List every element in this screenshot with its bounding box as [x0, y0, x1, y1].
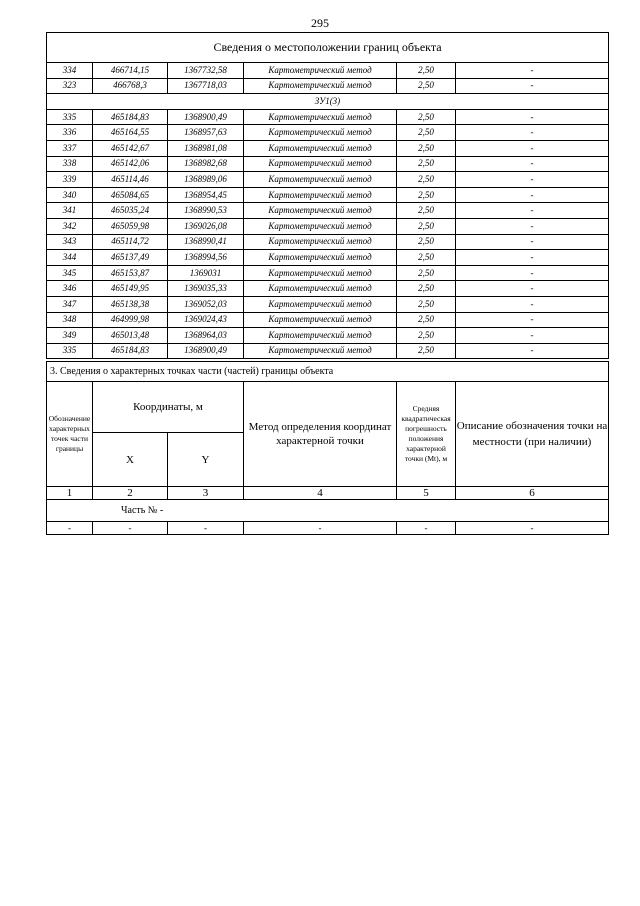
description-cell: -	[456, 187, 609, 203]
description-cell: -	[456, 328, 609, 344]
col-number-4: 4	[244, 487, 397, 500]
method-cell: Картометрический метод	[244, 296, 397, 312]
point-number-cell: 336	[47, 125, 93, 141]
error-cell: 2,50	[397, 343, 456, 359]
y-coord-cell: 1369026,08	[168, 218, 244, 234]
error-cell: 2,50	[397, 187, 456, 203]
error-cell: 2,50	[397, 125, 456, 141]
point-number-cell: 340	[47, 187, 93, 203]
table-row	[47, 203, 609, 219]
point-number-cell: 335	[47, 109, 93, 125]
header-coords: Координаты, м	[93, 382, 244, 433]
col-number-5: 5	[397, 487, 456, 500]
dash-cell: -	[168, 522, 244, 535]
description-cell: -	[456, 140, 609, 156]
point-number-cell: 323	[47, 78, 93, 94]
table-row	[47, 296, 609, 312]
table-row	[47, 343, 609, 359]
part-label: Часть № -	[47, 500, 609, 522]
y-coord-cell: 1368994,56	[168, 250, 244, 266]
error-cell: 2,50	[397, 296, 456, 312]
header-method: Метод определения координат характерной точки	[244, 382, 397, 487]
description-cell: -	[456, 312, 609, 328]
section3-title: 3. Сведения о характерных точках части (частей) границы объекта	[47, 362, 609, 382]
x-coord-cell: 465013,48	[93, 328, 168, 344]
point-number-cell: 348	[47, 312, 93, 328]
table-row	[47, 234, 609, 250]
table-row	[47, 187, 609, 203]
table-row	[47, 172, 609, 188]
description-cell: -	[456, 63, 609, 79]
col-number-6: 6	[456, 487, 609, 500]
y-coord-cell: 1368990,53	[168, 203, 244, 219]
error-cell: 2,50	[397, 156, 456, 172]
y-coord-cell: 1369024,43	[168, 312, 244, 328]
description-cell: -	[456, 109, 609, 125]
method-cell: Картометрический метод	[244, 109, 397, 125]
table-row	[47, 312, 609, 328]
point-number-cell: 345	[47, 265, 93, 281]
method-cell: Картометрический метод	[244, 125, 397, 141]
error-cell: 2,50	[397, 265, 456, 281]
x-coord-cell: 465084,65	[93, 187, 168, 203]
method-cell: Картометрический метод	[244, 172, 397, 188]
method-cell: Картометрический метод	[244, 187, 397, 203]
y-coord-cell: 1369031	[168, 265, 244, 281]
table-row	[47, 140, 609, 156]
x-coord-cell: 466768,3	[93, 78, 168, 94]
method-cell: Картометрический метод	[244, 78, 397, 94]
dash-cell: -	[397, 522, 456, 535]
table-row	[47, 156, 609, 172]
x-coord-cell: 465035,24	[93, 203, 168, 219]
x-coord-cell: 465149,95	[93, 281, 168, 297]
header-description: Описание обозначения точки на местности (при наличии)	[456, 382, 609, 487]
x-coord-cell: 465184,83	[93, 109, 168, 125]
table-row	[47, 265, 609, 281]
error-cell: 2,50	[397, 281, 456, 297]
y-coord-cell: 1368981,08	[168, 140, 244, 156]
description-cell: -	[456, 125, 609, 141]
col-number-2: 2	[93, 487, 168, 500]
y-coord-cell: 1368990,41	[168, 234, 244, 250]
method-cell: Картометрический метод	[244, 203, 397, 219]
dash-cell: -	[244, 522, 397, 535]
col-number-1: 1	[47, 487, 93, 500]
description-cell: -	[456, 296, 609, 312]
dash-cell: -	[93, 522, 168, 535]
error-cell: 2,50	[397, 172, 456, 188]
col-number-3: 3	[168, 487, 244, 500]
x-coord-cell: 466714,15	[93, 63, 168, 79]
error-cell: 2,50	[397, 140, 456, 156]
point-number-cell: 334	[47, 63, 93, 79]
y-coord-cell: 1367732,58	[168, 63, 244, 79]
error-cell: 2,50	[397, 218, 456, 234]
header-y: Y	[168, 433, 244, 487]
description-cell: -	[456, 343, 609, 359]
table-row	[47, 281, 609, 297]
method-cell: Картометрический метод	[244, 312, 397, 328]
x-coord-cell: 465142,06	[93, 156, 168, 172]
point-number-cell: 347	[47, 296, 93, 312]
description-cell: -	[456, 281, 609, 297]
table-row	[47, 328, 609, 344]
point-number-cell: 341	[47, 203, 93, 219]
table-row	[47, 250, 609, 266]
header-x: X	[93, 433, 168, 487]
method-cell: Картометрический метод	[244, 265, 397, 281]
x-coord-cell: 465138,38	[93, 296, 168, 312]
part-points-table	[46, 361, 609, 535]
method-cell: Картометрический метод	[244, 218, 397, 234]
y-coord-cell: 1368900,49	[168, 343, 244, 359]
y-coord-cell: 1368964,03	[168, 328, 244, 344]
table-row	[47, 109, 609, 125]
page-number: 295	[311, 16, 329, 30]
error-cell: 2,50	[397, 109, 456, 125]
method-cell: Картометрический метод	[244, 281, 397, 297]
x-coord-cell: 465059,98	[93, 218, 168, 234]
error-cell: 2,50	[397, 312, 456, 328]
x-coord-cell: 465184,83	[93, 343, 168, 359]
method-cell: Картометрический метод	[244, 140, 397, 156]
header-error: Средняя квадратическая погрешность положения характерной точки (Mt), м	[397, 382, 456, 487]
x-coord-cell: 464999,98	[93, 312, 168, 328]
y-coord-cell: 1368982,68	[168, 156, 244, 172]
description-cell: -	[456, 172, 609, 188]
description-cell: -	[456, 78, 609, 94]
method-cell: Картометрический метод	[244, 234, 397, 250]
method-cell: Картометрический метод	[244, 156, 397, 172]
x-coord-cell: 465142,67	[93, 140, 168, 156]
description-cell: -	[456, 250, 609, 266]
description-cell: -	[456, 203, 609, 219]
description-cell: -	[456, 265, 609, 281]
point-number-cell: 338	[47, 156, 93, 172]
x-coord-cell: 465137,49	[93, 250, 168, 266]
method-cell: Картометрический метод	[244, 328, 397, 344]
dash-cell: -	[47, 522, 93, 535]
error-cell: 2,50	[397, 328, 456, 344]
table-row	[47, 125, 609, 141]
point-number-cell: 346	[47, 281, 93, 297]
point-number-cell: 339	[47, 172, 93, 188]
y-coord-cell: 1369035,33	[168, 281, 244, 297]
section-title: Сведения о местоположении границ объекта	[47, 33, 609, 63]
y-coord-cell: 1368900,49	[168, 109, 244, 125]
method-cell: Картометрический метод	[244, 63, 397, 79]
point-number-cell: 337	[47, 140, 93, 156]
x-coord-cell: 465114,46	[93, 172, 168, 188]
method-cell: Картометрический метод	[244, 250, 397, 266]
header-designation: Обозначение характерных точек части границы	[47, 382, 93, 487]
description-cell: -	[456, 234, 609, 250]
dash-cell: -	[456, 522, 609, 535]
error-cell: 2,50	[397, 234, 456, 250]
error-cell: 2,50	[397, 203, 456, 219]
x-coord-cell: 465114,72	[93, 234, 168, 250]
point-number-cell: 349	[47, 328, 93, 344]
x-coord-cell: 465164,55	[93, 125, 168, 141]
table-row	[47, 63, 609, 79]
table-row	[47, 78, 609, 94]
table-row	[47, 218, 609, 234]
parcel-subtitle: ЗУ1(3)	[47, 94, 609, 110]
y-coord-cell: 1367718,03	[168, 78, 244, 94]
point-number-cell: 344	[47, 250, 93, 266]
y-coord-cell: 1368954,45	[168, 187, 244, 203]
point-number-cell: 343	[47, 234, 93, 250]
description-cell: -	[456, 156, 609, 172]
error-cell: 2,50	[397, 63, 456, 79]
error-cell: 2,50	[397, 250, 456, 266]
point-number-cell: 342	[47, 218, 93, 234]
x-coord-cell: 465153,87	[93, 265, 168, 281]
description-cell: -	[456, 218, 609, 234]
boundary-location-table	[46, 32, 609, 359]
error-cell: 2,50	[397, 78, 456, 94]
y-coord-cell: 1369052,03	[168, 296, 244, 312]
method-cell: Картометрический метод	[244, 343, 397, 359]
y-coord-cell: 1368957,63	[168, 125, 244, 141]
point-number-cell: 335	[47, 343, 93, 359]
y-coord-cell: 1368989,06	[168, 172, 244, 188]
